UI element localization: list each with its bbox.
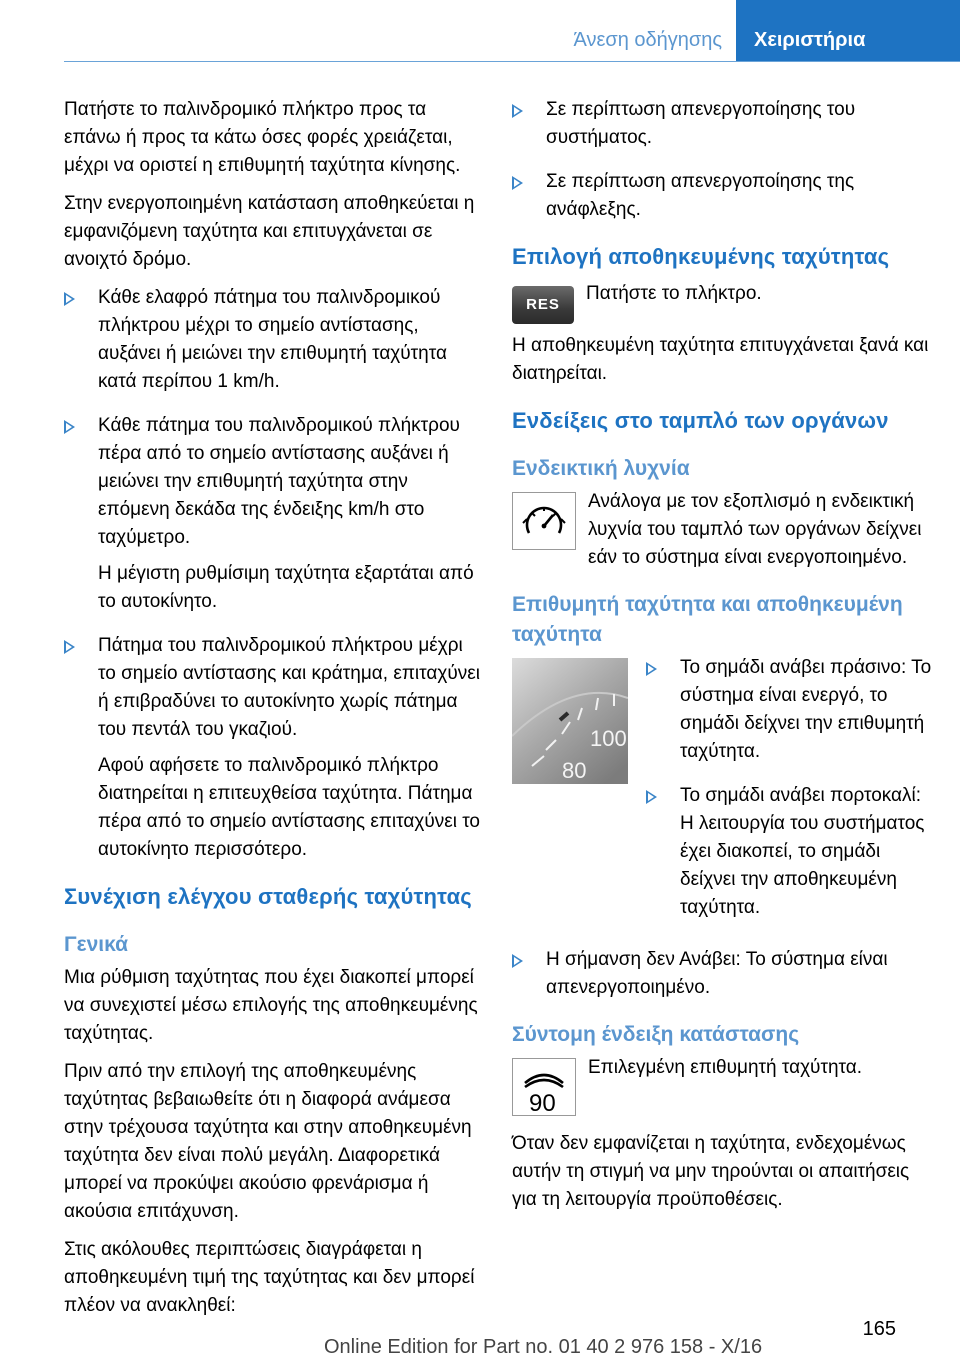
paragraph: Πριν από την επιλογή της αποθηκευμένης ταχύτητας βεβαιωθείτε ότι η διαφορά ανάμεσα στην τρέχουσα ταχύτητα και στην αποθηκευμένη ταχύτητα δεν είναι πολύ μεγάλη. Διαφορετικά μπορεί να προκύψει ακούσιο φρενάρισμα ή ακούσια επιτάχυνση.	[64, 1061, 472, 1222]
page-header	[0, 0, 960, 62]
chapter-tab: Χειριστήρια	[736, 0, 960, 62]
subheading-indicator-lamp: Ενδεικτική λυχνία	[512, 457, 690, 480]
bullet-triangle-icon	[64, 420, 75, 434]
status-row: 90 Επιλεγμένη επιθυμητή ταχύτητα.	[512, 1054, 932, 1116]
status-speed-value: 90	[529, 1090, 556, 1115]
speedometer-gauge-image	[512, 658, 628, 784]
bullet-triangle-icon	[512, 104, 523, 118]
left-column	[64, 96, 482, 1330]
bullet-list	[64, 284, 482, 864]
paragraph: Στην ενεργοποιημένη κατάσταση αποθηκεύεται η εμφανιζόμενη ταχύτητα και επιτυγχάνεται σε ανοιχτό δρόμο.	[64, 193, 475, 270]
gauge-row	[512, 654, 932, 938]
status-speed-icon	[512, 1058, 576, 1116]
paragraph: Μια ρύθμιση ταχύτητας που έχει διακοπεί μπορεί να συνεχιστεί μέσω επιλογής της αποθηκευμένης ταχύτητας.	[64, 967, 478, 1044]
paragraph: Στις ακόλουθες περιπτώσεις διαγράφεται η αποθηκευμένη τιμή της ταχύτητας και δεν μπορεί πλέον να ανακληθεί:	[64, 1239, 475, 1316]
list-item: Κάθε πάτημα του παλινδρομικού πλήκτρου πέρα από το σημείο αντίστασης αυξάνει ή μειώνει την επιθυμητή ταχύτητα στην επόμενη δεκάδα της ένδειξης km/h στο ταχύμετρο. Η μέγιστη ρυθμίσιμη ταχύτητα εξαρτάται από το αυτοκίνητο.	[64, 412, 482, 616]
bullet-triangle-icon	[512, 176, 523, 190]
list-item: Το σημάδι ανάβει πορτοκαλί: Η λειτουργία του συστήματος έχει διακοπεί, το σημάδι δείχνει την αποθηκευμένη ταχύτητα.	[646, 782, 932, 922]
subheading-general: Γενικά	[64, 933, 129, 956]
list-item: Πάτημα του παλινδρομικού πλήκτρου μέχρι το σημείο αντίστασης και κράτημα, επιταχύνει ή επιβραδύνει το αυτοκίνητο χωρίς πάτημα του πεντάλ του γκαζιού. Αφού αφήσετε το παλινδρομικό πλήκτρο διατηρείται η επιτευχθείσα ταχύτητα. Πάτημα πέρα από το σημείο αντίστασης επιταχύνει το αυτοκίνητο περισσότερο.	[64, 632, 482, 864]
list-item: Σε περίπτωση απενεργοποίησης του συστήματος.	[512, 96, 932, 152]
bullet-triangle-icon	[512, 954, 523, 968]
bullet-triangle-icon	[646, 662, 657, 676]
paragraph: Η αποθηκευμένη ταχύτητα επιτυγχάνεται ξανά και διατηρείται.	[512, 335, 929, 384]
heading-resume-cruise: Συνέχιση ελέγχου σταθερής ταχύτητας	[64, 884, 472, 909]
header-rule	[64, 61, 960, 62]
heading-instrument-displays: Ενδείξεις στο ταμπλό των οργάνων	[512, 408, 889, 433]
section-title: Άνεση οδήγησης	[573, 29, 722, 51]
gauge-label-80: 80	[562, 758, 587, 783]
cruise-control-speedometer-icon	[512, 492, 576, 550]
gauge-label-100: 100	[590, 726, 627, 751]
lamp-row: Ανάλογα με τον εξοπλισμό η ενδεικτική λυχνία του ταμπλό των οργάνων δείχνει εάν το σύστημα είναι ενεργοποιημένο.	[512, 488, 932, 572]
list-item: Κάθε ελαφρό πάτημα του παλινδρομικού πλήκτρου μέχρι το σημείο αντίστασης, αυξάνει ή μειώνει την επιθυμητή ταχύτητα κατά περίπου 1 km/h.	[64, 284, 482, 396]
right-column	[512, 96, 932, 1224]
res-row: RES Πατήστε το πλήκτρο.	[512, 280, 932, 324]
subheading-desired-speed: Επιθυμητή ταχύτητα και αποθηκευμένη ταχύτητα	[512, 593, 903, 646]
list-item: Η σήμανση δεν Ανάβει: Το σύστημα είναι απενεργοποιημένο.	[512, 946, 932, 1002]
bullet-triangle-icon	[64, 640, 75, 654]
heading-select-stored-speed: Επιλογή αποθηκευμένης ταχύτητας	[512, 244, 890, 269]
bullet-list	[646, 654, 932, 938]
res-button-icon: RES	[512, 286, 574, 324]
paragraph: Όταν δεν εμφανίζεται η ταχύτητα, ενδεχομένως αυτήν τη στιγμή να μην τηρούνται οι απαιτήσεις για τη λειτουργία προϋποθέσεις.	[512, 1133, 910, 1210]
page-number: 165	[862, 1318, 896, 1340]
bullet-triangle-icon	[64, 292, 75, 306]
bullet-list	[512, 946, 932, 1002]
list-item: Το σημάδι ανάβει πράσινο: Το σύστημα είναι ενεργό, το σημάδι δείχνει την επιθυμητή ταχύτητα.	[646, 654, 932, 766]
bullet-triangle-icon	[646, 790, 657, 804]
list-item: Σε περίπτωση απενεργοποίησης της ανάφλεξης.	[512, 168, 932, 224]
subheading-status-display: Σύντομη ένδειξη κατάστασης	[512, 1023, 800, 1046]
bullet-list	[512, 96, 932, 224]
paragraph: Πατήστε το παλινδρομικό πλήκτρο προς τα επάνω ή προς τα κάτω όσες φορές χρειάζεται, μέχρι να οριστεί η επιθυμητή ταχύτητα κίνησης.	[64, 99, 461, 176]
